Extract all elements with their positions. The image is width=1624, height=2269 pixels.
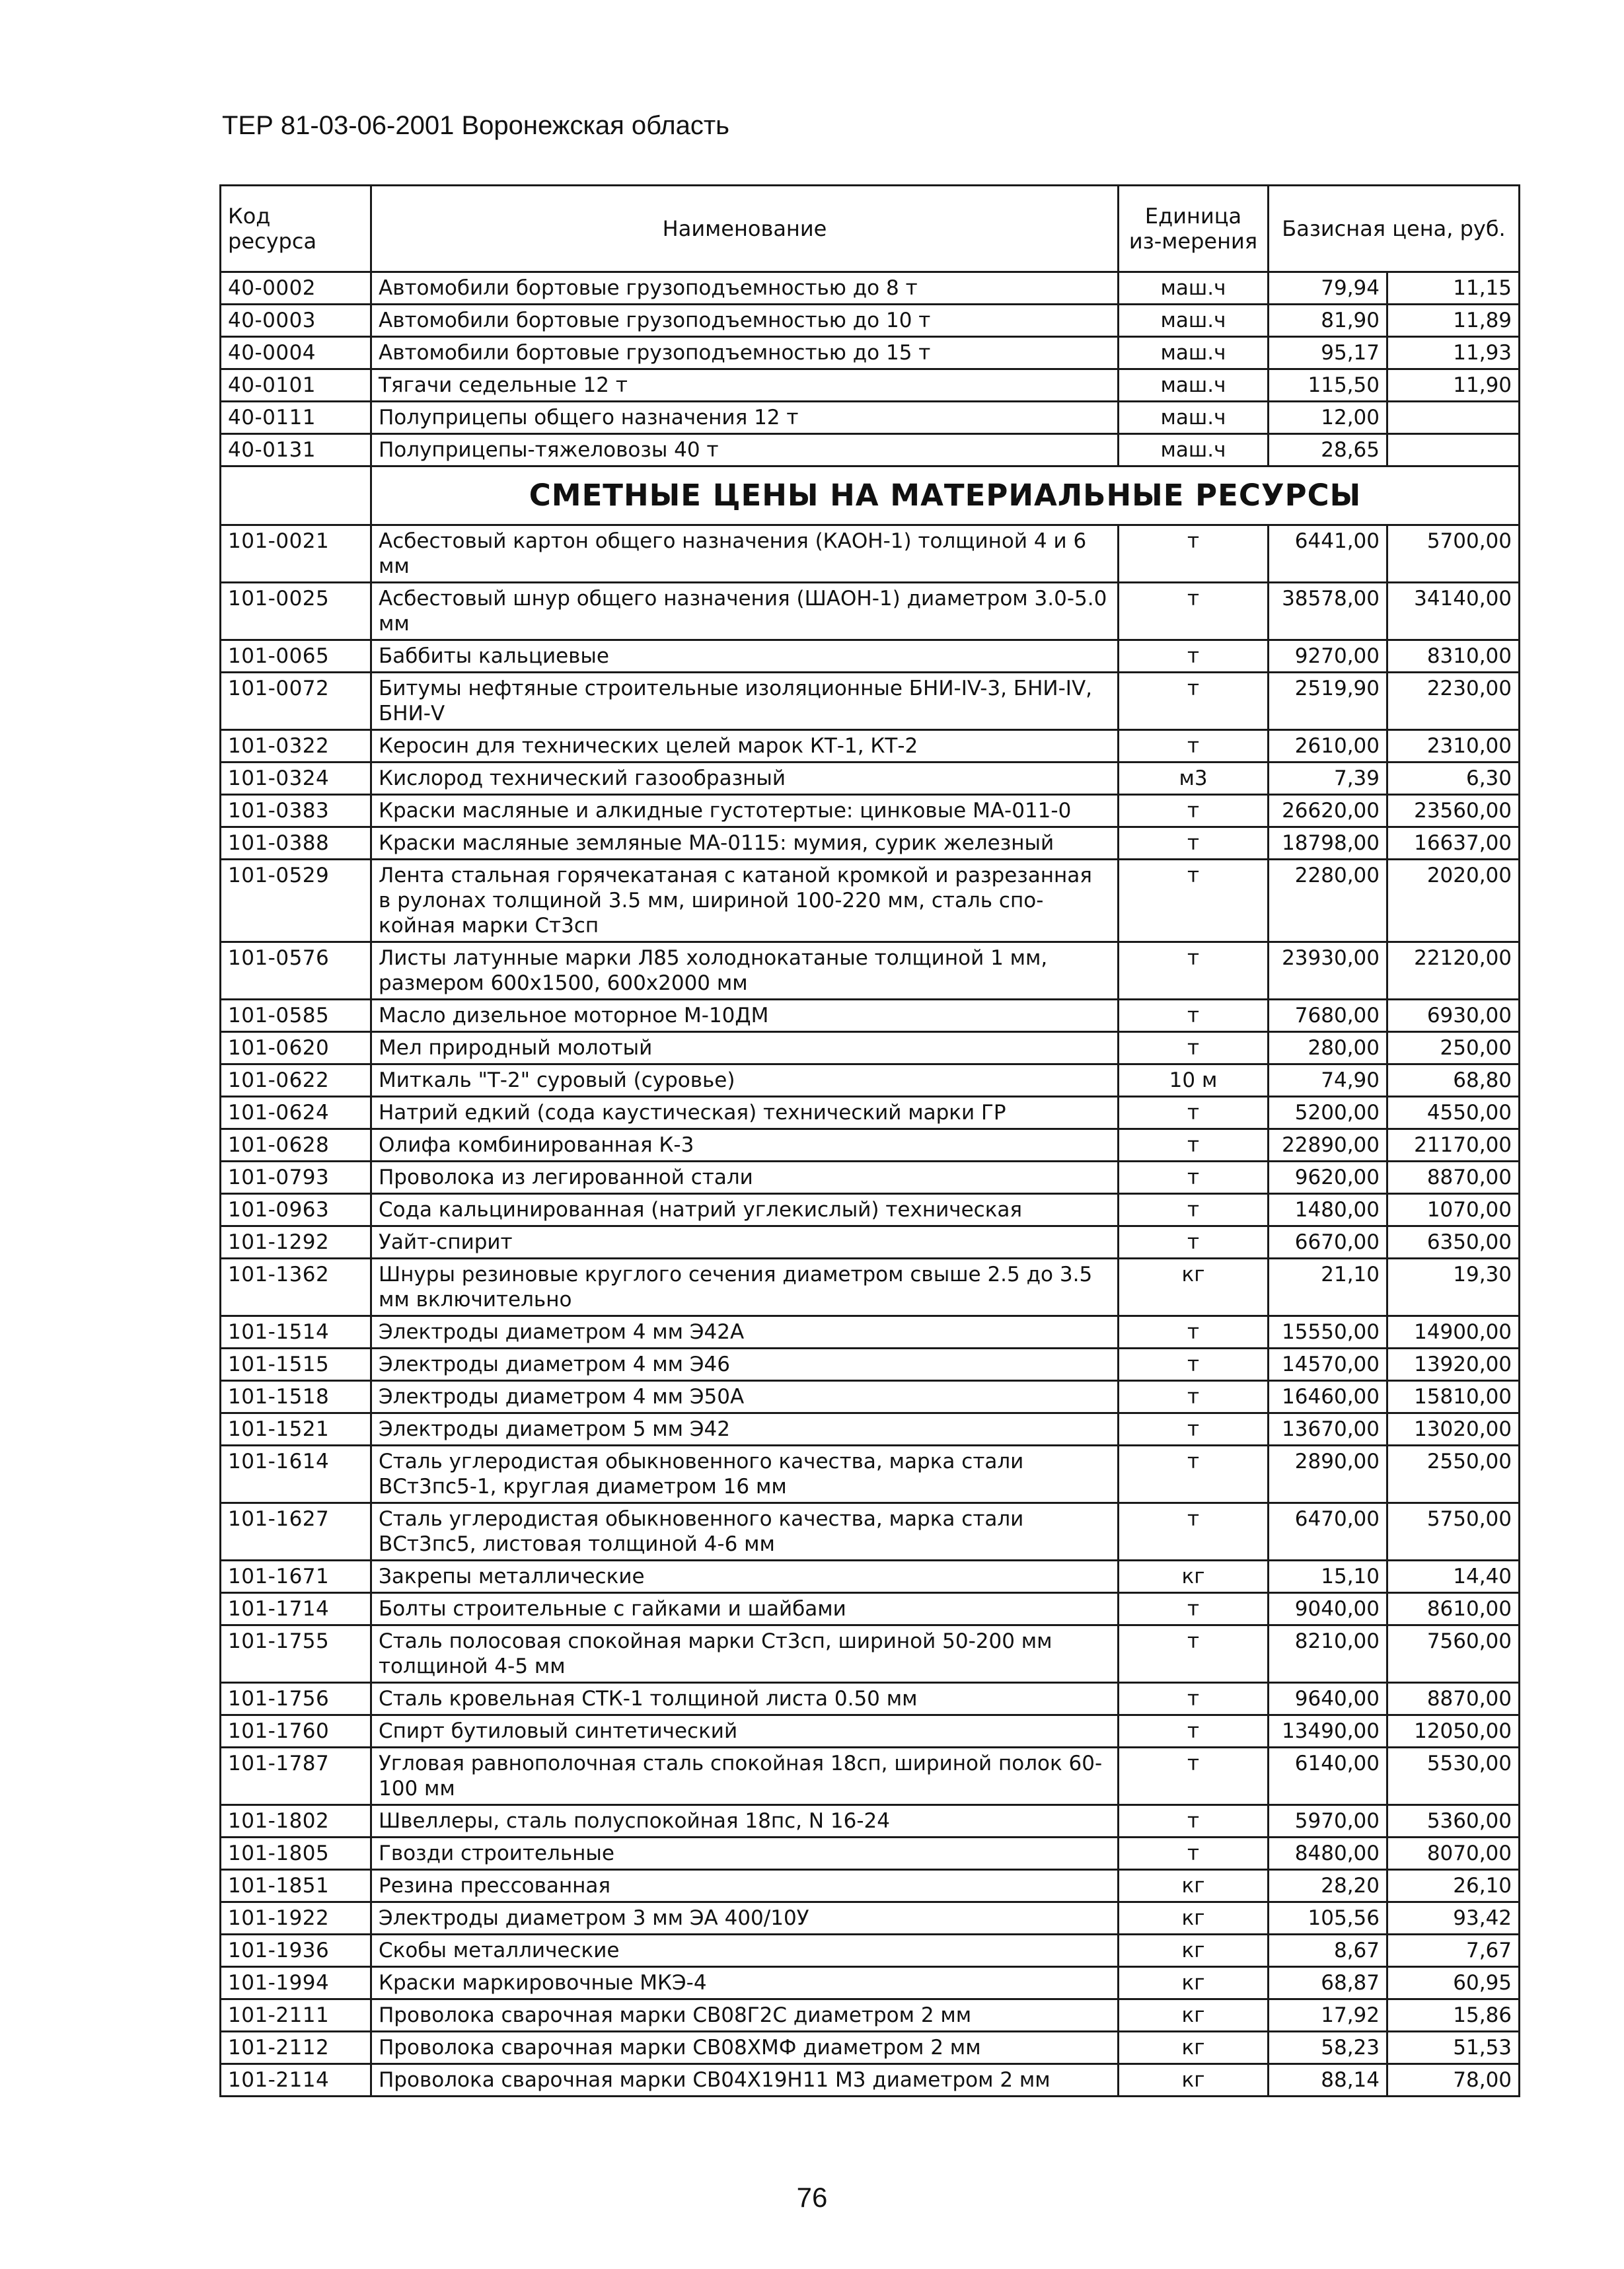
base-price: 2890,00 [1269,1446,1387,1503]
resource-code: 101-1994 [221,1967,371,1999]
unit-of-measure: т [1119,827,1269,860]
table-row [221,1097,1520,1129]
table-row [221,942,1520,1000]
base-price: 26620,00 [1269,795,1387,827]
resource-code: 101-1851 [221,1870,371,1902]
resource-name: Угловая равнополочная сталь спокойная 18сп, шириной полок 60-100 мм [371,1748,1119,1805]
table-row [221,1805,1520,1838]
base-price-secondary: 14,40 [1387,1561,1520,1593]
resource-name: Автомобили бортовые грузоподъемностью до 8 т [371,272,1119,305]
resource-code: 101-0072 [221,673,371,730]
unit-of-measure: кг [1119,1902,1269,1935]
resource-name: Олифа комбинированная К-3 [371,1129,1119,1162]
resource-name: Полуприцепы-тяжеловозы 40 т [371,434,1119,466]
table-row [221,525,1520,583]
resource-name: Краски масляные земляные МА-0115: мумия, сурик железный [371,827,1119,860]
resource-name: Закрепы металлические [371,1561,1119,1593]
base-price: 2519,90 [1269,673,1387,730]
base-price-secondary: 51,53 [1387,2032,1520,2064]
resource-code: 101-1514 [221,1316,371,1349]
base-price-secondary: 19,30 [1387,1259,1520,1316]
unit-of-measure: т [1119,1715,1269,1748]
resource-name: Листы латунные марки Л85 холоднокатаные толщиной 1 мм, размером 600x1500, 600x2000 мм [371,942,1119,1000]
base-price: 81,90 [1269,305,1387,337]
unit-of-measure: т [1119,942,1269,1000]
base-price: 1480,00 [1269,1194,1387,1226]
resource-code: 40-0131 [221,434,371,466]
base-price: 8480,00 [1269,1838,1387,1870]
resource-code: 101-0963 [221,1194,371,1226]
base-price: 5200,00 [1269,1097,1387,1129]
resource-code: 101-0388 [221,827,371,860]
unit-of-measure: т [1119,730,1269,763]
table-row [221,1349,1520,1381]
resource-name: Краски масляные и алкидные густотертые: цинковые МА-011-0 [371,795,1119,827]
resource-code: 101-1362 [221,1259,371,1316]
resource-name: Баббиты кальциевые [371,640,1119,673]
base-price: 8,67 [1269,1935,1387,1967]
table-row [221,860,1520,942]
price-table-body [221,186,1520,2097]
base-price: 95,17 [1269,337,1387,369]
unit-of-measure: т [1119,1032,1269,1064]
table-row [221,272,1520,305]
base-price: 6441,00 [1269,525,1387,583]
resource-name: Сталь углеродистая обыкновенного качества, марка стали ВСт3пс5, листовая толщиной 4-6 мм [371,1503,1119,1561]
base-price: 2610,00 [1269,730,1387,763]
column-header-price: Базисная цена, руб. [1269,186,1520,272]
base-price: 7680,00 [1269,1000,1387,1032]
resource-name: Автомобили бортовые грузоподъемностью до 15 т [371,337,1119,369]
table-row [221,1162,1520,1194]
unit-of-measure: т [1119,1316,1269,1349]
unit-of-measure: т [1119,673,1269,730]
resource-name: Электроды диаметром 4 мм Э50А [371,1381,1119,1413]
base-price: 13670,00 [1269,1413,1387,1446]
resource-name: Шнуры резиновые круглого сечения диаметром свыше 2.5 до 3.5 мм включительно [371,1259,1119,1316]
resource-name: Проволока из легированной стали [371,1162,1119,1194]
base-price-secondary: 34140,00 [1387,583,1520,640]
resource-code: 101-1627 [221,1503,371,1561]
unit-of-measure: т [1119,1446,1269,1503]
column-header-name: Наименование [371,186,1119,272]
resource-name: Уайт-спирит [371,1226,1119,1259]
unit-of-measure: кг [1119,1967,1269,1999]
resource-name: Проволока сварочная марки СВ04Х19Н11 М3 диаметром 2 мм [371,2064,1119,2097]
table-row [221,1561,1520,1593]
resource-name: Резина прессованная [371,1870,1119,1902]
resource-code: 101-0628 [221,1129,371,1162]
base-price-secondary: 11,15 [1387,272,1520,305]
resource-code: 101-0622 [221,1064,371,1097]
resource-code: 101-1614 [221,1446,371,1503]
base-price: 6470,00 [1269,1503,1387,1561]
resource-name: Кислород технический газообразный [371,763,1119,795]
table-row [221,1194,1520,1226]
table-row [221,673,1520,730]
resource-name: Битумы нефтяные строительные изоляционные БНИ-IV-3, БНИ-IV, БНИ-V [371,673,1119,730]
unit-of-measure: т [1119,1162,1269,1194]
resource-name: Натрий едкий (сода каустическая) технический марки ГР [371,1097,1119,1129]
resource-name: Сода кальцинированная (натрий углекислый) техническая [371,1194,1119,1226]
unit-of-measure: т [1119,525,1269,583]
base-price: 9040,00 [1269,1593,1387,1625]
unit-of-measure: т [1119,1129,1269,1162]
unit-of-measure: м3 [1119,763,1269,795]
unit-of-measure: кг [1119,2032,1269,2064]
unit-of-measure: т [1119,583,1269,640]
resource-name: Тягачи седельные 12 т [371,369,1119,402]
section-row [221,466,1520,525]
resource-name: Гвозди строительные [371,1838,1119,1870]
base-price: 5970,00 [1269,1805,1387,1838]
resource-code: 101-1936 [221,1935,371,1967]
base-price-secondary: 23560,00 [1387,795,1520,827]
base-price: 15,10 [1269,1561,1387,1593]
base-price-secondary: 1070,00 [1387,1194,1520,1226]
resource-name: Электроды диаметром 4 мм Э42А [371,1316,1119,1349]
base-price-secondary: 8310,00 [1387,640,1520,673]
table-header-row [221,186,1520,272]
resource-name: Швеллеры, сталь полуспокойная 18пс, N 16-24 [371,1805,1119,1838]
table-row [221,1259,1520,1316]
table-row [221,763,1520,795]
base-price-secondary: 11,89 [1387,305,1520,337]
base-price-secondary: 250,00 [1387,1032,1520,1064]
base-price: 105,56 [1269,1902,1387,1935]
base-price-secondary: 26,10 [1387,1870,1520,1902]
resource-code: 101-1760 [221,1715,371,1748]
table-row [221,2032,1520,2064]
unit-of-measure: т [1119,1593,1269,1625]
unit-of-measure: т [1119,1625,1269,1683]
unit-of-measure: т [1119,1838,1269,1870]
resource-code: 101-1671 [221,1561,371,1593]
table-row [221,1032,1520,1064]
resource-code: 101-1755 [221,1625,371,1683]
resource-code: 101-0322 [221,730,371,763]
base-price-secondary: 4550,00 [1387,1097,1520,1129]
table-row [221,1129,1520,1162]
base-price: 115,50 [1269,369,1387,402]
unit-of-measure: т [1119,1097,1269,1129]
unit-of-measure: т [1119,860,1269,942]
resource-name: Электроды диаметром 3 мм ЭА 400/10У [371,1902,1119,1935]
unit-of-measure: маш.ч [1119,434,1269,466]
unit-of-measure: т [1119,1748,1269,1805]
resource-code: 40-0004 [221,337,371,369]
base-price: 13490,00 [1269,1715,1387,1748]
base-price-secondary: 15,86 [1387,1999,1520,2032]
base-price: 28,65 [1269,434,1387,466]
table-row [221,730,1520,763]
resource-name: Асбестовый картон общего назначения (КАОН-1) толщиной 4 и 6 мм [371,525,1119,583]
resource-code: 101-0529 [221,860,371,942]
base-price-secondary: 93,42 [1387,1902,1520,1935]
base-price-secondary: 11,90 [1387,369,1520,402]
column-header-code: Код ресурса [221,186,371,272]
base-price-secondary: 5360,00 [1387,1805,1520,1838]
table-row [221,1503,1520,1561]
base-price-secondary: 13920,00 [1387,1349,1520,1381]
resource-code: 40-0101 [221,369,371,402]
unit-of-measure: кг [1119,1999,1269,2032]
base-price: 6140,00 [1269,1748,1387,1805]
table-row [221,1381,1520,1413]
base-price: 21,10 [1269,1259,1387,1316]
base-price: 15550,00 [1269,1316,1387,1349]
base-price-secondary: 5700,00 [1387,525,1520,583]
base-price-secondary: 2310,00 [1387,730,1520,763]
base-price: 9270,00 [1269,640,1387,673]
base-price: 18798,00 [1269,827,1387,860]
resource-code: 101-1521 [221,1413,371,1446]
table-row [221,1000,1520,1032]
table-row [221,1064,1520,1097]
unit-of-measure: т [1119,1000,1269,1032]
base-price: 9640,00 [1269,1683,1387,1715]
base-price-secondary: 68,80 [1387,1064,1520,1097]
base-price-secondary: 2550,00 [1387,1446,1520,1503]
unit-of-measure: кг [1119,1870,1269,1902]
base-price: 8210,00 [1269,1625,1387,1683]
resource-name: Скобы металлические [371,1935,1119,1967]
base-price: 22890,00 [1269,1129,1387,1162]
table-row [221,1446,1520,1503]
base-price: 280,00 [1269,1032,1387,1064]
section-code-cell [221,466,371,525]
base-price: 17,92 [1269,1999,1387,2032]
unit-of-measure: кг [1119,2064,1269,2097]
document-title: ТЕР 81-03-06-2001 Воронежская область [222,111,730,140]
base-price-secondary: 8870,00 [1387,1162,1520,1194]
base-price-secondary: 6350,00 [1387,1226,1520,1259]
resource-code: 101-0021 [221,525,371,583]
base-price: 74,90 [1269,1064,1387,1097]
unit-of-measure: т [1119,1226,1269,1259]
table-row [221,640,1520,673]
unit-of-measure: т [1119,1683,1269,1715]
base-price-secondary: 2020,00 [1387,860,1520,942]
resource-name: Асбестовый шнур общего назначения (ШАОН-1) диаметром 3.0-5.0 мм [371,583,1119,640]
table-row [221,434,1520,466]
resource-name: Миткаль "Т-2" суровый (суровье) [371,1064,1119,1097]
resource-code: 101-0624 [221,1097,371,1129]
resource-code: 101-2111 [221,1999,371,2032]
resource-name: Болты строительные с гайками и шайбами [371,1593,1119,1625]
base-price-secondary: 15810,00 [1387,1381,1520,1413]
unit-of-measure: т [1119,795,1269,827]
base-price: 58,23 [1269,2032,1387,2064]
resource-code: 101-0793 [221,1162,371,1194]
base-price: 2280,00 [1269,860,1387,942]
unit-of-measure: 10 м [1119,1064,1269,1097]
base-price-secondary: 8070,00 [1387,1838,1520,1870]
unit-of-measure: маш.ч [1119,402,1269,434]
unit-of-measure: маш.ч [1119,337,1269,369]
page-number: 76 [796,2182,828,2213]
resource-code: 40-0002 [221,272,371,305]
resource-code: 101-0576 [221,942,371,1000]
resource-name: Проволока сварочная марки СВ08ХМФ диаметром 2 мм [371,2032,1119,2064]
base-price-secondary: 6930,00 [1387,1000,1520,1032]
base-price-secondary: 6,30 [1387,763,1520,795]
base-price-secondary: 14900,00 [1387,1316,1520,1349]
resource-code: 101-1787 [221,1748,371,1805]
unit-of-measure: т [1119,1194,1269,1226]
resource-name: Сталь углеродистая обыкновенного качества, марка стали ВСт3пс5-1, круглая диаметром 16 мм [371,1446,1119,1503]
base-price-secondary: 16637,00 [1387,827,1520,860]
table-row [221,1683,1520,1715]
resource-code: 101-0025 [221,583,371,640]
resource-code: 101-1805 [221,1838,371,1870]
base-price-secondary: 12050,00 [1387,1715,1520,1748]
base-price-secondary: 8610,00 [1387,1593,1520,1625]
base-price-secondary: 21170,00 [1387,1129,1520,1162]
resource-code: 101-0324 [221,763,371,795]
table-row [221,1413,1520,1446]
resource-name: Автомобили бортовые грузоподъемностью до 10 т [371,305,1119,337]
resource-code: 101-1292 [221,1226,371,1259]
table-row [221,1967,1520,1999]
base-price: 9620,00 [1269,1162,1387,1194]
table-row [221,1593,1520,1625]
resource-code: 101-1515 [221,1349,371,1381]
table-row [221,402,1520,434]
resource-name: Полуприцепы общего назначения 12 т [371,402,1119,434]
resource-name: Электроды диаметром 4 мм Э46 [371,1349,1119,1381]
base-price-secondary [1387,402,1520,434]
resource-code: 101-1922 [221,1902,371,1935]
unit-of-measure: т [1119,640,1269,673]
table-row [221,1226,1520,1259]
base-price-secondary: 2230,00 [1387,673,1520,730]
unit-of-measure: т [1119,1381,1269,1413]
table-row [221,1870,1520,1902]
resource-code: 40-0111 [221,402,371,434]
table-row [221,369,1520,402]
base-price-secondary: 5530,00 [1387,1748,1520,1805]
base-price: 68,87 [1269,1967,1387,1999]
base-price-secondary: 22120,00 [1387,942,1520,1000]
resource-name: Спирт бутиловый синтетический [371,1715,1119,1748]
base-price: 28,20 [1269,1870,1387,1902]
resource-name: Краски маркировочные МКЭ-4 [371,1967,1119,1999]
resource-code: 101-1518 [221,1381,371,1413]
base-price-secondary: 13020,00 [1387,1413,1520,1446]
base-price: 7,39 [1269,763,1387,795]
unit-of-measure: кг [1119,1561,1269,1593]
base-price: 23930,00 [1269,942,1387,1000]
unit-of-measure: кг [1119,1259,1269,1316]
resource-code: 101-1714 [221,1593,371,1625]
resource-name: Электроды диаметром 5 мм Э42 [371,1413,1119,1446]
table-row [221,337,1520,369]
column-header-unit: Единица из-мерения [1119,186,1269,272]
table-row [221,583,1520,640]
unit-of-measure: т [1119,1805,1269,1838]
base-price: 79,94 [1269,272,1387,305]
section-title: СМЕТНЫЕ ЦЕНЫ НА МАТЕРИАЛЬНЫЕ РЕСУРСЫ [371,466,1520,525]
unit-of-measure: т [1119,1349,1269,1381]
resource-code: 101-1756 [221,1683,371,1715]
base-price: 88,14 [1269,2064,1387,2097]
table-row [221,1625,1520,1683]
resource-name: Лента стальная горячекатаная с катаной кромкой и разрезанная в рулонах толщиной 3.5 мм, шириной 100-220 мм, сталь спо-койная марки Ст3сп [371,860,1119,942]
base-price: 16460,00 [1269,1381,1387,1413]
base-price-secondary: 7,67 [1387,1935,1520,1967]
resource-name: Сталь кровельная СТК-1 толщиной листа 0.50 мм [371,1683,1119,1715]
table-row [221,1999,1520,2032]
table-row [221,1902,1520,1935]
base-price-secondary [1387,434,1520,466]
base-price: 14570,00 [1269,1349,1387,1381]
resource-code: 101-0585 [221,1000,371,1032]
resource-code: 40-0003 [221,305,371,337]
unit-of-measure: т [1119,1413,1269,1446]
table-row [221,1838,1520,1870]
base-price: 6670,00 [1269,1226,1387,1259]
unit-of-measure: маш.ч [1119,305,1269,337]
unit-of-measure: маш.ч [1119,369,1269,402]
resource-code: 101-1802 [221,1805,371,1838]
table-row [221,795,1520,827]
base-price-secondary: 5750,00 [1387,1503,1520,1561]
base-price-secondary: 60,95 [1387,1967,1520,1999]
base-price: 38578,00 [1269,583,1387,640]
resource-name: Керосин для технических целей марок КТ-1, КТ-2 [371,730,1119,763]
unit-of-measure: т [1119,1503,1269,1561]
resource-code: 101-0383 [221,795,371,827]
price-table [219,184,1520,2097]
base-price-secondary: 78,00 [1387,2064,1520,2097]
resource-code: 101-2112 [221,2032,371,2064]
base-price-secondary: 7560,00 [1387,1625,1520,1683]
resource-code: 101-2114 [221,2064,371,2097]
table-row [221,1748,1520,1805]
table-row [221,1715,1520,1748]
resource-name: Проволока сварочная марки СВ08Г2С диаметром 2 мм [371,1999,1119,2032]
base-price-secondary: 11,93 [1387,337,1520,369]
unit-of-measure: маш.ч [1119,272,1269,305]
resource-name: Масло дизельное моторное М-10ДМ [371,1000,1119,1032]
resource-code: 101-0065 [221,640,371,673]
resource-code: 101-0620 [221,1032,371,1064]
unit-of-measure: кг [1119,1935,1269,1967]
table-row [221,827,1520,860]
table-row [221,2064,1520,2097]
base-price: 12,00 [1269,402,1387,434]
resource-name: Сталь полосовая спокойная марки Ст3сп, шириной 50-200 мм толщиной 4-5 мм [371,1625,1119,1683]
table-row [221,1935,1520,1967]
table-row [221,305,1520,337]
base-price-secondary: 8870,00 [1387,1683,1520,1715]
resource-name: Мел природный молотый [371,1032,1119,1064]
table-row [221,1316,1520,1349]
